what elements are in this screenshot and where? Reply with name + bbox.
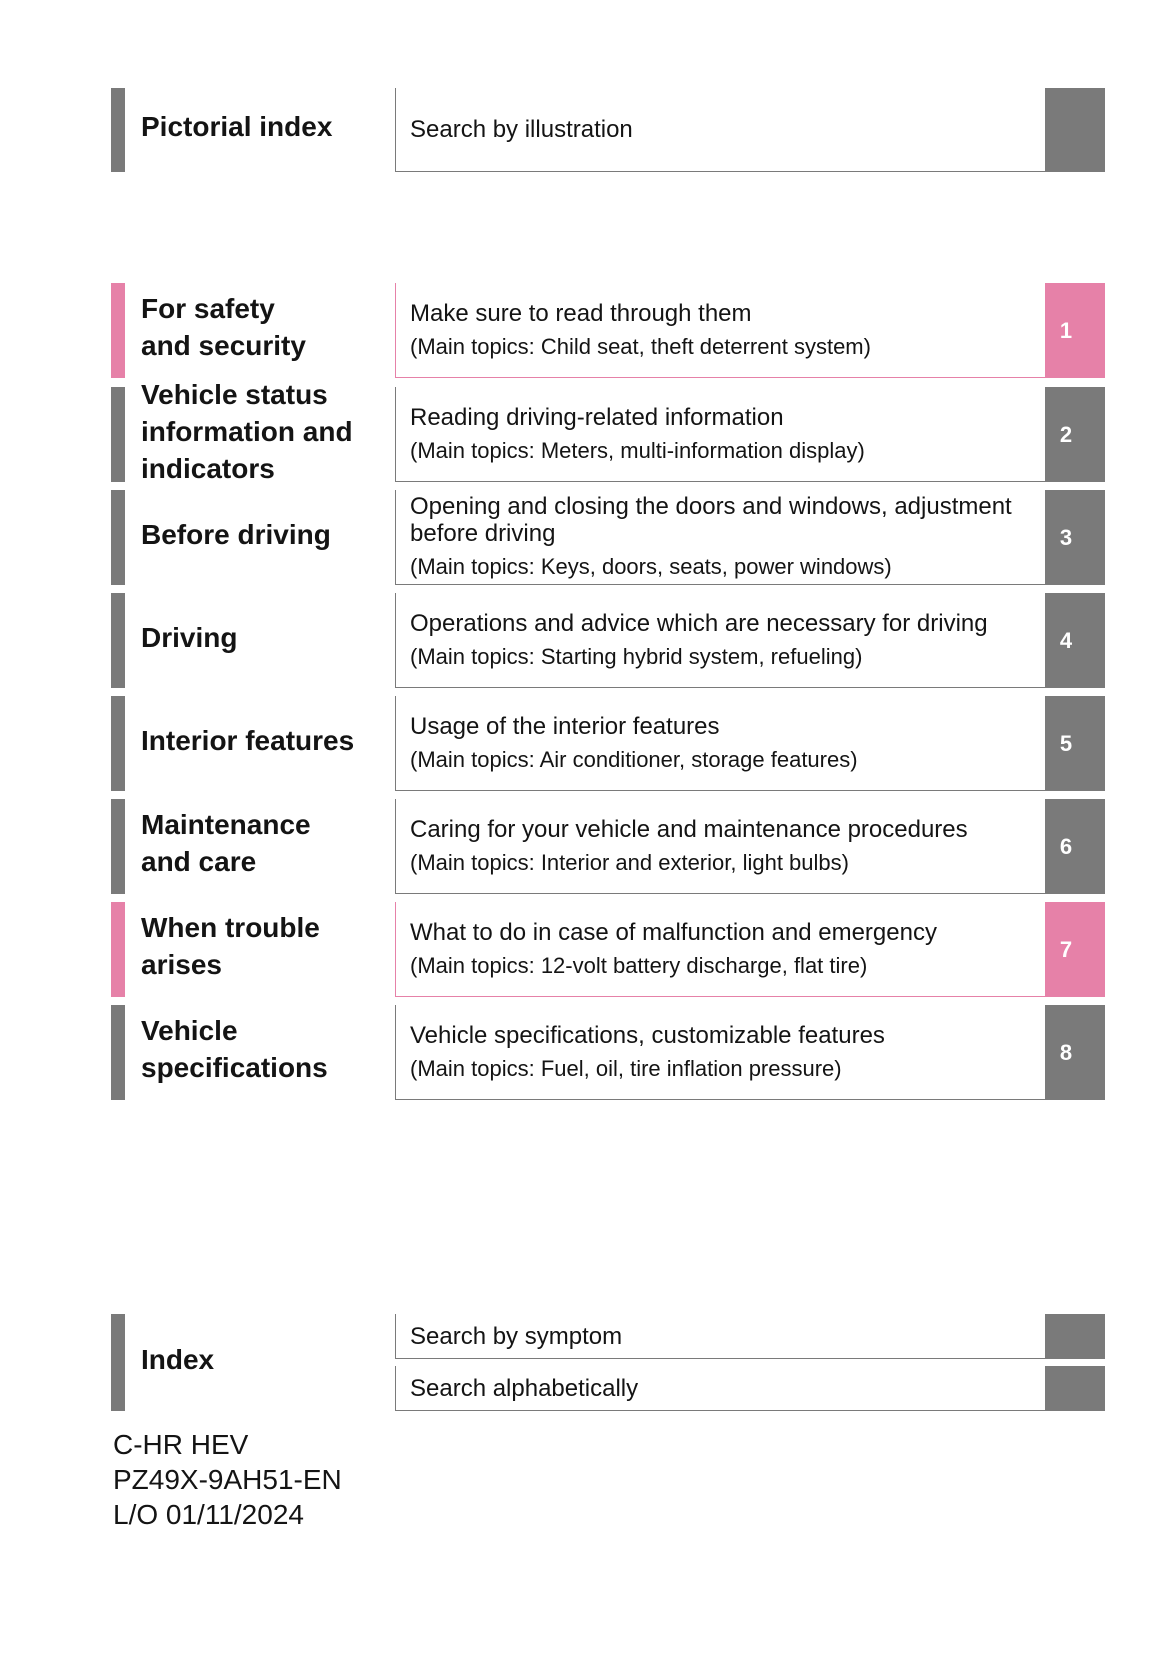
chapter-title: Vehicle specifications — [141, 1015, 328, 1083]
chapter-marker-bar — [111, 696, 125, 791]
chapter-description: Reading driving-related information — [410, 403, 784, 431]
chapter-title-cell — [141, 1005, 393, 1100]
chapter-tab — [1045, 490, 1105, 585]
chapter-7-entry[interactable] — [111, 902, 1105, 997]
chapter-marker-bar — [111, 283, 125, 378]
section-title: Pictorial index — [141, 111, 333, 142]
chapter-description-box — [395, 593, 1045, 688]
chapter-title: Before driving — [141, 518, 331, 550]
section-tab — [1045, 88, 1105, 172]
chapter-marker-bar — [111, 387, 125, 482]
index-entry — [111, 1314, 1105, 1411]
chapter-marker-bar — [111, 1005, 125, 1100]
chapter-title: When trouble arises — [141, 912, 320, 980]
chapter-6-entry[interactable] — [111, 799, 1105, 894]
chapter-8-entry[interactable] — [111, 1005, 1105, 1100]
chapter-marker-bar — [111, 799, 125, 894]
section-description: Search by illustration — [410, 116, 633, 143]
index-item-label: Search by symptom — [410, 1322, 623, 1350]
chapter-title-cell — [141, 696, 393, 791]
chapter-tab — [1045, 387, 1105, 482]
chapter-title: Driving — [141, 621, 238, 653]
chapter-topics: (Main topics: Air conditioner, storage features) — [410, 746, 858, 772]
chapter-topics: (Main topics: Keys, doors, seats, power windows) — [410, 554, 892, 579]
chapter-description-box — [395, 902, 1045, 997]
chapter-topics: (Main topics: Starting hybrid system, refueling) — [410, 643, 863, 669]
chapter-title-cell — [141, 799, 393, 894]
chapter-4-entry[interactable] — [111, 593, 1105, 688]
chapter-title: Vehicle status information and indicators — [141, 378, 353, 484]
index-title: Index — [141, 1343, 215, 1375]
chapter-topics: (Main topics: Fuel, oil, tire inflation pressure) — [410, 1055, 842, 1081]
chapter-description: Make sure to read through them — [410, 299, 752, 327]
chapter-description-box — [395, 283, 1045, 378]
section-marker-bar — [111, 1314, 125, 1411]
index-tab — [1045, 1366, 1105, 1411]
index-tab — [1045, 1314, 1105, 1359]
chapter-description: Caring for your vehicle and maintenance procedures — [410, 815, 968, 843]
chapter-2-entry[interactable] — [111, 378, 1105, 484]
index-item-label: Search alphabetically — [410, 1374, 639, 1402]
chapter-tab — [1045, 799, 1105, 894]
chapter-description: Vehicle specifications, customizable features — [410, 1021, 885, 1049]
chapter-description-box — [395, 387, 1045, 482]
chapter-topics: (Main topics: Interior and exterior, light bulbs) — [410, 849, 849, 875]
chapter-tab — [1045, 1005, 1105, 1100]
chapter-5-entry[interactable] — [111, 696, 1105, 791]
chapter-marker-bar — [111, 902, 125, 997]
chapter-tab — [1045, 593, 1105, 688]
chapter-title-cell — [141, 283, 393, 378]
chapter-number: 6 — [1059, 833, 1073, 859]
pictorial-index-entry[interactable] — [111, 88, 1105, 172]
chapter-title: For safety and security — [141, 293, 306, 361]
chapter-description: Opening and closing the doors and windows, adjustment before driving — [410, 493, 1012, 547]
chapter-tab — [1045, 696, 1105, 791]
chapter-topics: (Main topics: Meters, multi-information display) — [410, 437, 865, 463]
chapter-number: 8 — [1059, 1039, 1073, 1065]
chapter-3-entry[interactable] — [111, 490, 1105, 585]
chapter-description-box — [395, 696, 1045, 791]
chapter-number: 3 — [1059, 524, 1073, 550]
chapter-title-cell — [141, 902, 393, 997]
chapter-title: Interior features — [141, 724, 355, 756]
chapter-title: Maintenance and care — [141, 809, 311, 877]
chapter-description: Usage of the interior features — [410, 712, 720, 740]
chapter-title-cell — [141, 490, 393, 585]
chapter-tab — [1045, 902, 1105, 997]
section-title-cell — [141, 88, 393, 172]
chapter-description-box — [395, 1005, 1045, 1100]
section-marker-bar — [111, 88, 125, 172]
section-description-box — [395, 88, 1045, 172]
chapter-marker-bar — [111, 593, 125, 688]
publication-code: PZ49X-9AH51-EN — [113, 1464, 342, 1495]
chapter-number: 7 — [1059, 936, 1073, 962]
chapter-number: 5 — [1059, 730, 1073, 756]
chapter-topics: (Main topics: Child seat, theft deterrent system) — [410, 333, 871, 359]
chapter-marker-bar — [111, 490, 125, 585]
chapter-description: Operations and advice which are necessary for driving — [410, 609, 988, 637]
index-search-alphabetically[interactable] — [395, 1366, 1045, 1411]
chapter-title-cell — [141, 378, 393, 484]
section-title-cell — [141, 1314, 393, 1411]
index-search-by-symptom[interactable] — [395, 1314, 1045, 1359]
chapter-number: 1 — [1059, 317, 1073, 343]
chapter-tab — [1045, 283, 1105, 378]
chapter-number: 2 — [1059, 421, 1073, 447]
layout-date: L/O 01/11/2024 — [113, 1499, 304, 1530]
chapter-1-entry[interactable] — [111, 283, 1105, 378]
chapter-topics: (Main topics: 12-volt battery discharge, flat tire) — [410, 952, 868, 978]
document-footer — [113, 1427, 342, 1532]
chapter-description-box — [395, 490, 1045, 585]
chapter-description-box — [395, 799, 1045, 894]
vehicle-model: C-HR HEV — [113, 1429, 249, 1460]
chapter-description: What to do in case of malfunction and emergency — [410, 918, 937, 946]
chapter-number: 4 — [1059, 627, 1073, 653]
chapter-title-cell — [141, 593, 393, 688]
